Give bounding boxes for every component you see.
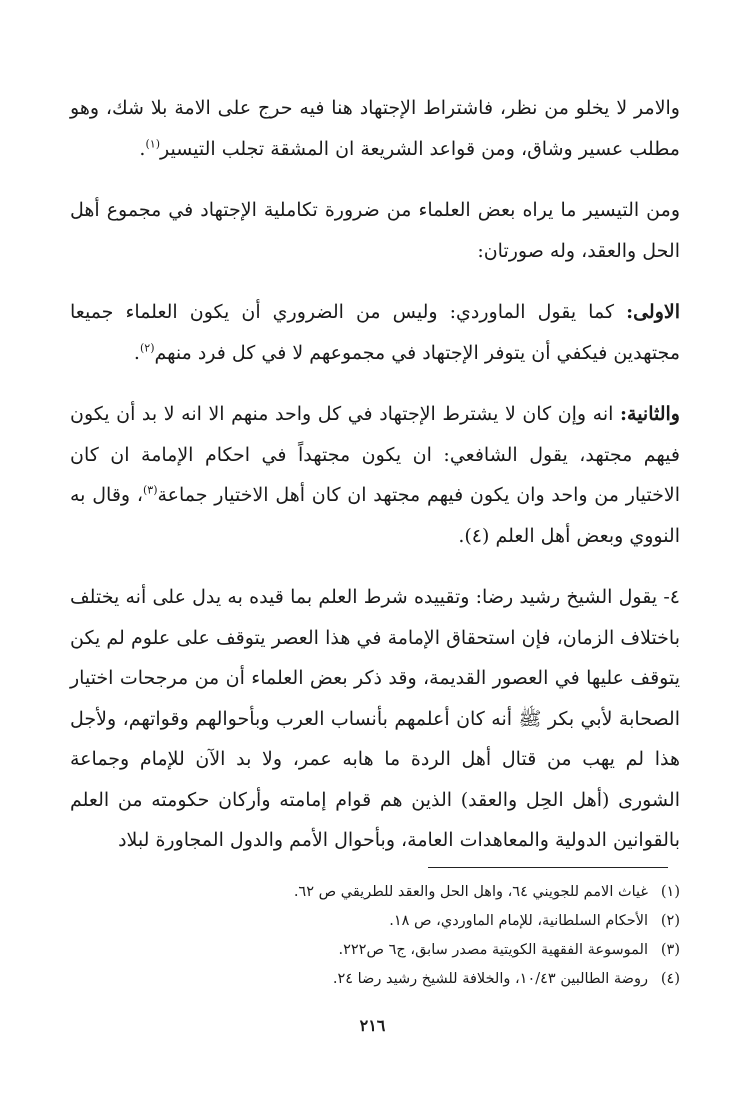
paragraph-tail: . [139, 137, 146, 160]
paragraph [70, 394, 680, 556]
footnote-number: (٢) [660, 913, 680, 929]
footnote-ref: (٢) [139, 341, 155, 355]
paragraph-lead: الاولى: [626, 301, 680, 323]
footnote [70, 907, 680, 936]
footnote-ref: (١) [145, 137, 160, 151]
main-text [70, 88, 680, 882]
footnote-number: (٤) [660, 971, 680, 987]
paragraph-text: والامر لا يخلو من نظر، فاشتراط الإجتهاد هنا فيه حرج على الامة بلا شك، وهو مطلب عسير وشاق، ومن قواعد الشريعة ان المشقة تجلب التيسير [70, 97, 680, 160]
paragraph-text: ومن التيسير ما يراه بعض العلماء من ضرورة تكاملية الإجتهاد في مجموع أهل الحل والعقد، وله صورتان: [70, 199, 680, 262]
paragraph-text: انه وإن كان لا يشترط الإجتهاد في كل واحد منهم الا انه لا بد أن يكون فيهم مجتهد، يقول الشافعي: ان يكون مجتهداً في احكام الإمامة ان كان الاختيار من واحد وان يكون فيهم مجتهد ان كان أهل الاختيار جماعة [70, 403, 680, 506]
footnote-ref: (٣) [142, 483, 158, 497]
paragraph [70, 292, 680, 373]
footnote-number: (٣) [660, 942, 680, 958]
paragraph-text: ٤- يقول الشيخ رشيد رضا: وتقييده شرط العلم بما قيده به يدل على أنه يختلف باختلاف الزمان، فإن استحقاق الإمامة في هذا العصر يتوقف على علوم لم يكن يتوقف عليها في العصور القديمة، وقد ذكر بعض العلماء أن من مرجحات اختيار الصحابة لأبي بكر ﷺ أنه كان أعلمهم بأنساب العرب وبأحوالهم وقواتهم، ولأجل هذا لم يهب من قتال أهل الردة ما هابه عمر، ولا بد الآن للإمام وجماعة الشورى (أهل الحِل والعقد) الذين هم قوام إمامته وأركان حكومته من العلم بالقوانين الدولية والمعاهدات العامة، وبأحوال الأمم والدول المجاورة لبلاد [70, 586, 680, 851]
footnote-text: روضة الطالبين ١٠/٤٣، والخلافة للشيخ رشيد رضا ٢٤. [332, 971, 648, 987]
footnote-text: الأحكام السلطانية، للإمام الماوردي، ص ١٨. [389, 913, 648, 929]
footnotes [70, 878, 680, 994]
paragraph [70, 190, 680, 271]
paragraph-tail: ، وقال به النووي وبعض أهل العلم (٤). [70, 484, 680, 547]
footnote-divider [428, 867, 668, 868]
paragraph-text: كما يقول الماوردي: وليس من الضروري أن يكون العلماء جميعا مجتهدين فيكفي أن يتوفر الإجتهاد في مجموعهم لا في كل فرد منهم [70, 301, 680, 364]
footnote-text: الموسوعة الفقهية الكويتية مصدر سابق، ج٦ ص٢٢٢. [338, 942, 648, 958]
page-number: ٢١٦ [359, 1016, 386, 1035]
footnote [70, 936, 680, 965]
footnote-number: (١) [660, 884, 680, 900]
paragraph [70, 88, 680, 169]
footnote [70, 965, 680, 994]
paragraph-lead: والثانية: [620, 403, 680, 425]
paragraph [70, 577, 680, 861]
footnote [70, 878, 680, 907]
footnote-text: غياث الامم للجويني ٦٤، واهل الحل والعقد للطريقي ص ٦٢. [293, 884, 648, 900]
paragraph-tail: . [133, 341, 140, 364]
